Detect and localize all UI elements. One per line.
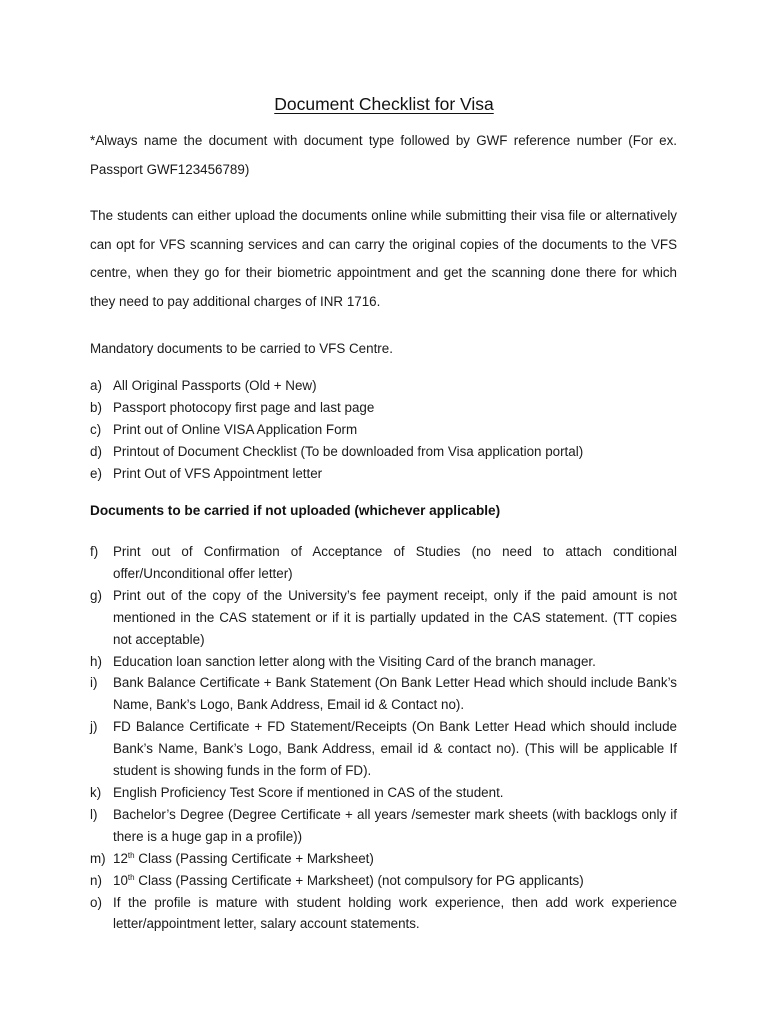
- list-item: i) Bank Balance Certificate + Bank Statement (On Bank Letter Head which should include Bank’s Name, Bank’s Logo, Bank Address, Email id & Contact no).: [90, 675, 677, 713]
- naming-note: *Always name the document with document type followed by GWF reference number (For ex. Passport GWF123456789): [90, 133, 677, 177]
- list-item: n) 10th Class (Passing Certificate + Marksheet) (not compulsory for PG applicants): [90, 872, 584, 888]
- optional-list: [90, 541, 677, 935]
- list-item: h) Education loan sanction letter along with the Visiting Card of the branch manager.: [90, 653, 596, 669]
- list-item: k) English Proficiency Test Score if mentioned in CAS of the student.: [90, 784, 504, 800]
- list-item: e) Print Out of VFS Appointment letter: [90, 465, 323, 481]
- list-item: m) 12th Class (Passing Certificate + Marksheet): [90, 850, 374, 866]
- mandatory-heading: Mandatory documents to be carried to VFS Centre.: [90, 341, 393, 356]
- document-title: Document Checklist for Visa: [274, 94, 494, 114]
- mandatory-list: [90, 375, 677, 485]
- intro-paragraph: The students can either upload the documents online while submitting their visa file or alternatively can opt for VFS scanning services and can carry the original copies of the documents to the VFS centre, when they go for their biometric appointment and get the scanning done there for which they need to pay additional charges of INR 1716.: [90, 208, 677, 309]
- list-item: f) Print out of Confirmation of Acceptance of Studies (no need to attach conditional offer/Unconditional offer letter): [90, 544, 677, 581]
- list-item: d) Printout of Document Checklist (To be downloaded from Visa application portal): [90, 443, 584, 459]
- list-item: a) All Original Passports (Old + New): [90, 378, 317, 393]
- list-item: l) Bachelor’s Degree (Degree Certificate + all years /semester mark sheets (with backlogs only if there is a huge gap in a profile)): [90, 806, 677, 844]
- list-item: g) Print out of the copy of the University’s fee payment receipt, only if the paid amount is not mentioned in the CAS statement or if it is partially updated in the CAS statement. (TT copies not acceptable): [90, 587, 677, 647]
- list-item: o) If the profile is mature with student holding work experience, then add work experience letter/appointment letter, salary account statements.: [90, 894, 677, 932]
- optional-heading: Documents to be carried if not uploaded (whichever applicable): [90, 503, 501, 518]
- list-item: c) Print out of Online VISA Application Form: [90, 421, 358, 437]
- list-item: j) FD Balance Certificate + FD Statement/Receipts (On Bank Letter Head which should include Bank’s Name, Bank’s Logo, Bank Address, email id & contact no). (This will be applicable If student is showing funds in the form of FD).: [90, 719, 677, 779]
- list-item: b) Passport photocopy first page and last page: [90, 399, 375, 415]
